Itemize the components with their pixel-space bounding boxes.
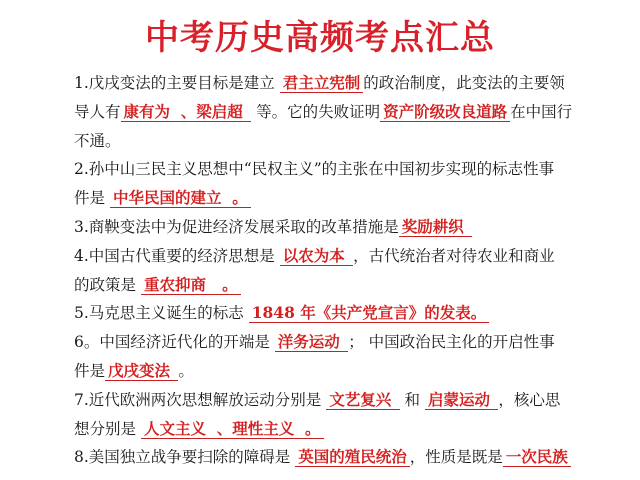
item-text: 6。中国经济近代化的开端是 (74, 333, 275, 351)
item-5-line-1 (74, 302, 489, 324)
item-text: 4.中国古代重要的经济思想是 (74, 247, 280, 265)
item-text: 的政治制度，此变法的主要领 (363, 74, 565, 92)
answer-blank: 君主立宪制 (280, 73, 364, 93)
answer-blank: 启蒙运动 (425, 390, 498, 410)
item-text: ，性质是既是 (409, 448, 503, 466)
item-6-line-2 (74, 360, 194, 382)
answer-blank: 一次民族 (503, 447, 571, 467)
answer-blank: 康有为 、梁启超 (121, 102, 252, 122)
item-text: 在中国行 (510, 103, 573, 121)
answer-blank: 人文主义 、理性主义 。 (141, 419, 324, 439)
item-text: 2.孙中山三民主义思想中“民权主义”的主张在中国初步实现的标志性事 (74, 160, 555, 178)
item-text: 件是 (74, 189, 110, 207)
answer-blank: 文艺复兴 (326, 390, 399, 410)
answer-blank: 以农为本 (280, 246, 353, 266)
item-text: 的政策是 (74, 276, 141, 294)
answer-blank: 1848 年《共产党宣言》的发表。 (249, 303, 490, 323)
answer-blank: 戊戌变法 (105, 361, 178, 381)
item-text: 想分别是 (74, 420, 141, 438)
answer-blank: 洋务运动 (275, 332, 348, 352)
item-text: 和 (399, 391, 425, 409)
item-4-line-1 (74, 245, 555, 267)
answer-blank: 奖励耕织 (399, 217, 472, 237)
item-2-line-1 (74, 158, 554, 180)
answer-blank: 重农抑商 。 (141, 275, 241, 295)
item-text: 等。它的失败证明 (251, 103, 381, 121)
item-text: ； 中国政治民主化的开启性事 (348, 333, 555, 351)
item-text: 件是 (74, 362, 106, 380)
item-text: 导人有 (74, 103, 121, 121)
item-1-line-1 (74, 72, 565, 94)
answer-blank: 英国的殖民统治 (295, 447, 410, 467)
item-6-line-1 (74, 331, 555, 353)
item-7-line-1 (74, 389, 560, 411)
item-1-line-3 (74, 130, 121, 152)
item-3-line-1 (74, 216, 472, 238)
item-text: 1.戊戌变法的主要目标是建立 (74, 74, 280, 92)
item-text: 7.近代欧洲两次思想解放运动分别是 (74, 391, 327, 409)
page-title: 中考历史高频考点汇总 (145, 18, 495, 58)
item-8-line-1 (74, 446, 571, 468)
item-1-line-2 (74, 101, 572, 123)
item-text: 5.马克思主义诞生的标志 (74, 304, 249, 322)
item-2-line-2 (74, 187, 251, 209)
item-text: ，核心思 (498, 391, 561, 409)
item-text: ，古代统治者对待农业和商业 (353, 247, 555, 265)
item-7-line-2 (74, 418, 324, 440)
item-text: 。 (178, 362, 194, 380)
item-4-line-2 (74, 274, 241, 296)
item-text: 3.商鞅变法中为促进经济发展采取的改革措施是 (74, 218, 399, 236)
item-text: 8.美国独立战争要扫除的障碍是 (74, 448, 296, 466)
item-text: 不通。 (74, 132, 121, 150)
answer-blank: 资产阶级改良道路 (380, 102, 510, 122)
answer-blank: 中华民国的建立 。 (110, 188, 251, 208)
